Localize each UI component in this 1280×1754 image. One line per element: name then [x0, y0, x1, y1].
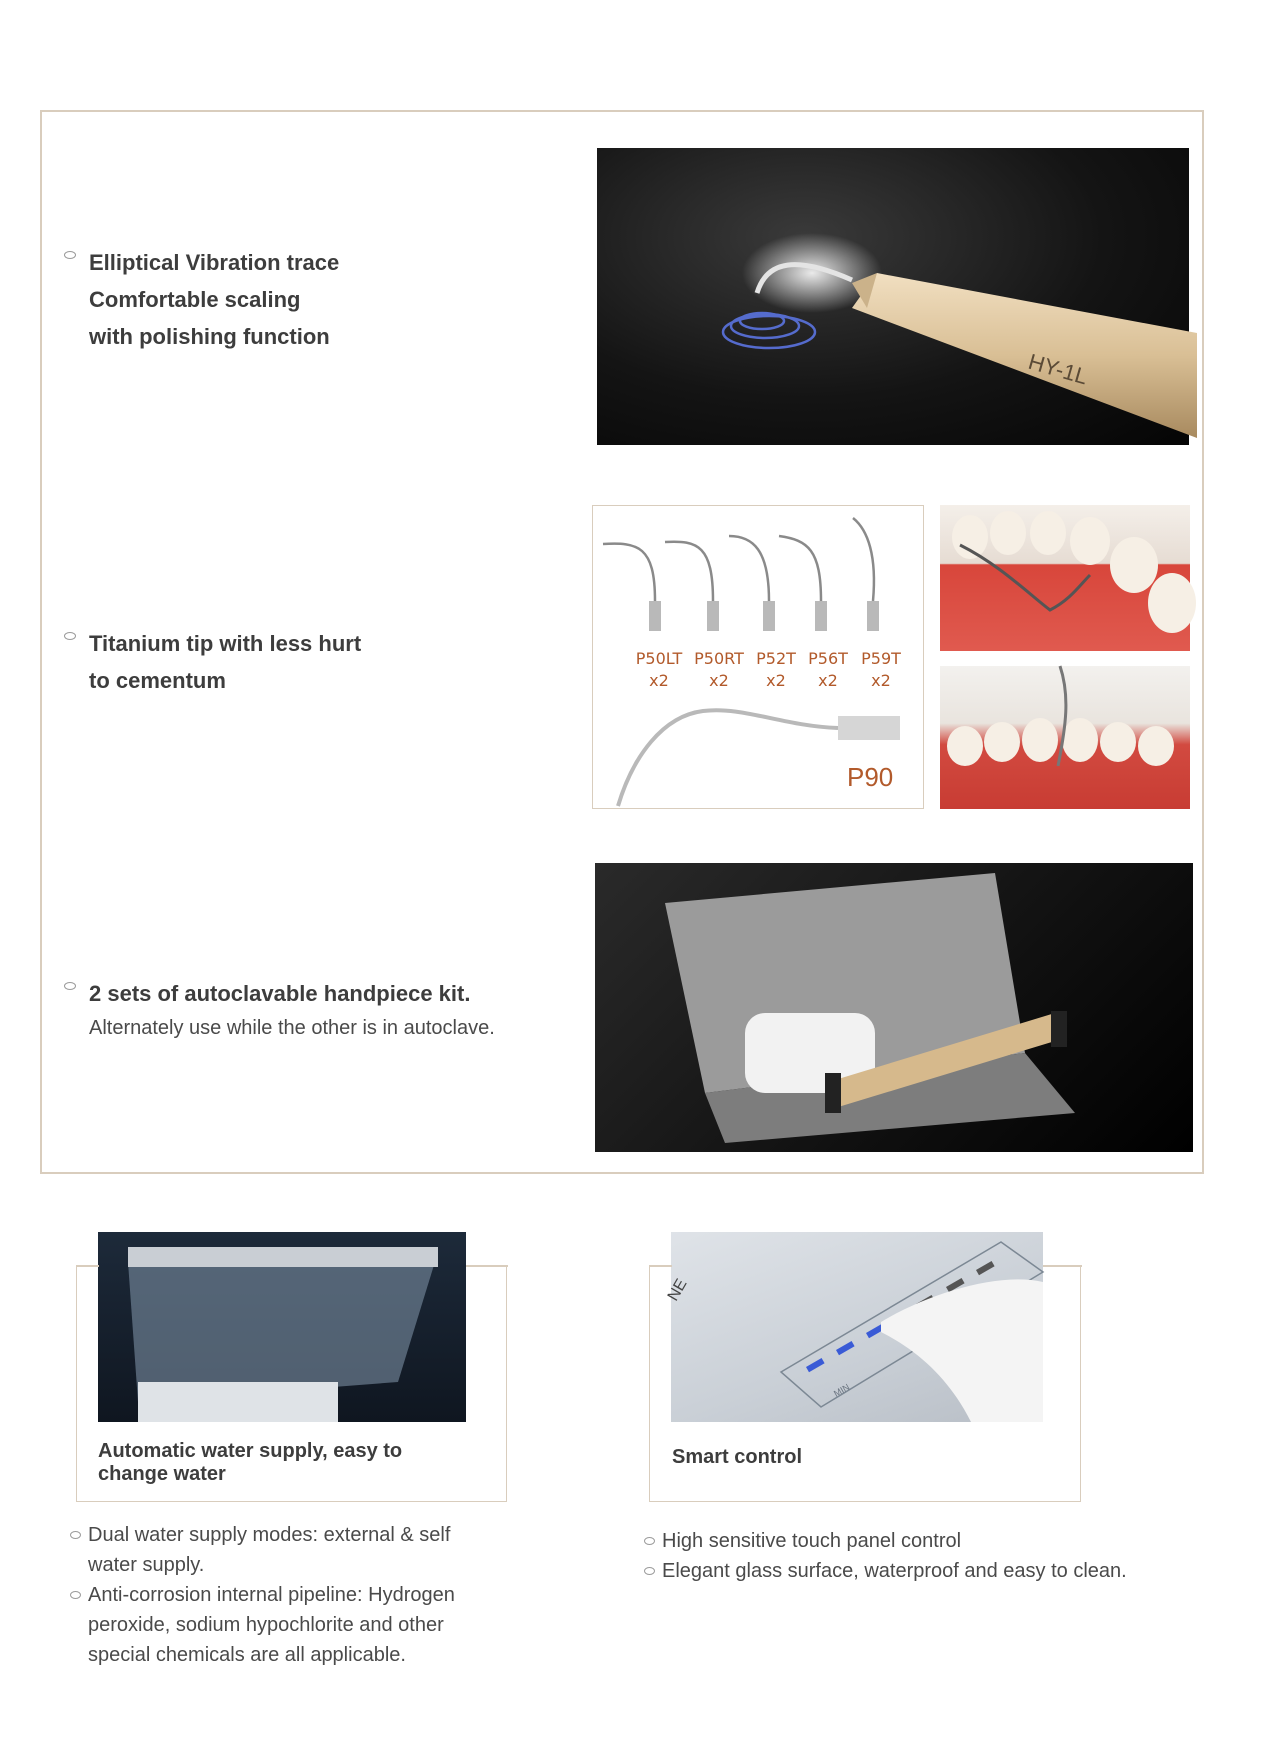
panel-brand-text: NE: [664, 1276, 691, 1304]
water-supply-title: Automatic water supply, easy to change water: [98, 1440, 403, 1485]
feature-line: 2 sets of autoclavable handpiece kit.: [89, 981, 471, 1006]
bullet-icon: [70, 1591, 81, 1599]
panel-level-text: MIN: [832, 1381, 852, 1399]
feature-line: Comfortable scaling: [89, 287, 301, 312]
autoclave-case-photo: [595, 863, 1193, 1152]
smart-control-title: Smart control: [672, 1446, 803, 1468]
handpiece-photo: [597, 148, 1189, 445]
tip-label: P59T x2: [861, 649, 901, 690]
list-item: High sensitive touch panel control: [644, 1526, 1204, 1556]
bullet-icon: [64, 982, 76, 990]
bullet-icon: [644, 1537, 655, 1545]
list-item: Dual water supply modes: external & self water supply.: [70, 1520, 490, 1580]
bullet-icon: [64, 251, 76, 259]
feature-vibration: [64, 244, 339, 355]
handpiece-illustration: [597, 148, 1189, 445]
tip-label: P52T x2: [756, 649, 796, 690]
tips-panel: [592, 505, 924, 809]
bullet-icon: [644, 1567, 655, 1575]
feature-line: Elliptical Vibration trace: [89, 250, 340, 275]
tip-label: P50RT x2: [694, 649, 744, 690]
feature-line: Titanium tip with less hurt: [89, 631, 362, 656]
tip-label: P50LT x2: [635, 649, 683, 690]
tip-label: P56T x2: [808, 649, 848, 690]
case-illustration: [595, 863, 1193, 1152]
water-features-list: [70, 1520, 490, 1670]
feature-line: with polishing function: [89, 324, 330, 349]
bullet-icon: [70, 1531, 81, 1539]
feature-autoclave-kit: [64, 975, 495, 1044]
tip-large-label: P90: [847, 762, 894, 792]
teeth-illustration: [940, 666, 1190, 809]
list-item: Elegant glass surface, waterproof and easy to clean.: [644, 1556, 1204, 1586]
feature-line: to cementum: [89, 668, 226, 693]
handpiece-model-text: HY-1L: [1025, 348, 1091, 390]
teeth-photo: [940, 666, 1190, 809]
control-features-list: [644, 1526, 1204, 1586]
teeth-illustration: [940, 505, 1190, 651]
teeth-photo: [940, 505, 1190, 651]
list-item: Anti-corrosion internal pipeline: Hydrogen peroxide, sodium hypochlorite and other special chemicals are all applicable.: [70, 1580, 490, 1670]
bullet-icon: [64, 632, 76, 640]
feature-subtext: Alternately use while the other is in autoclave.: [89, 1017, 495, 1039]
feature-titanium-tip: [64, 625, 361, 699]
